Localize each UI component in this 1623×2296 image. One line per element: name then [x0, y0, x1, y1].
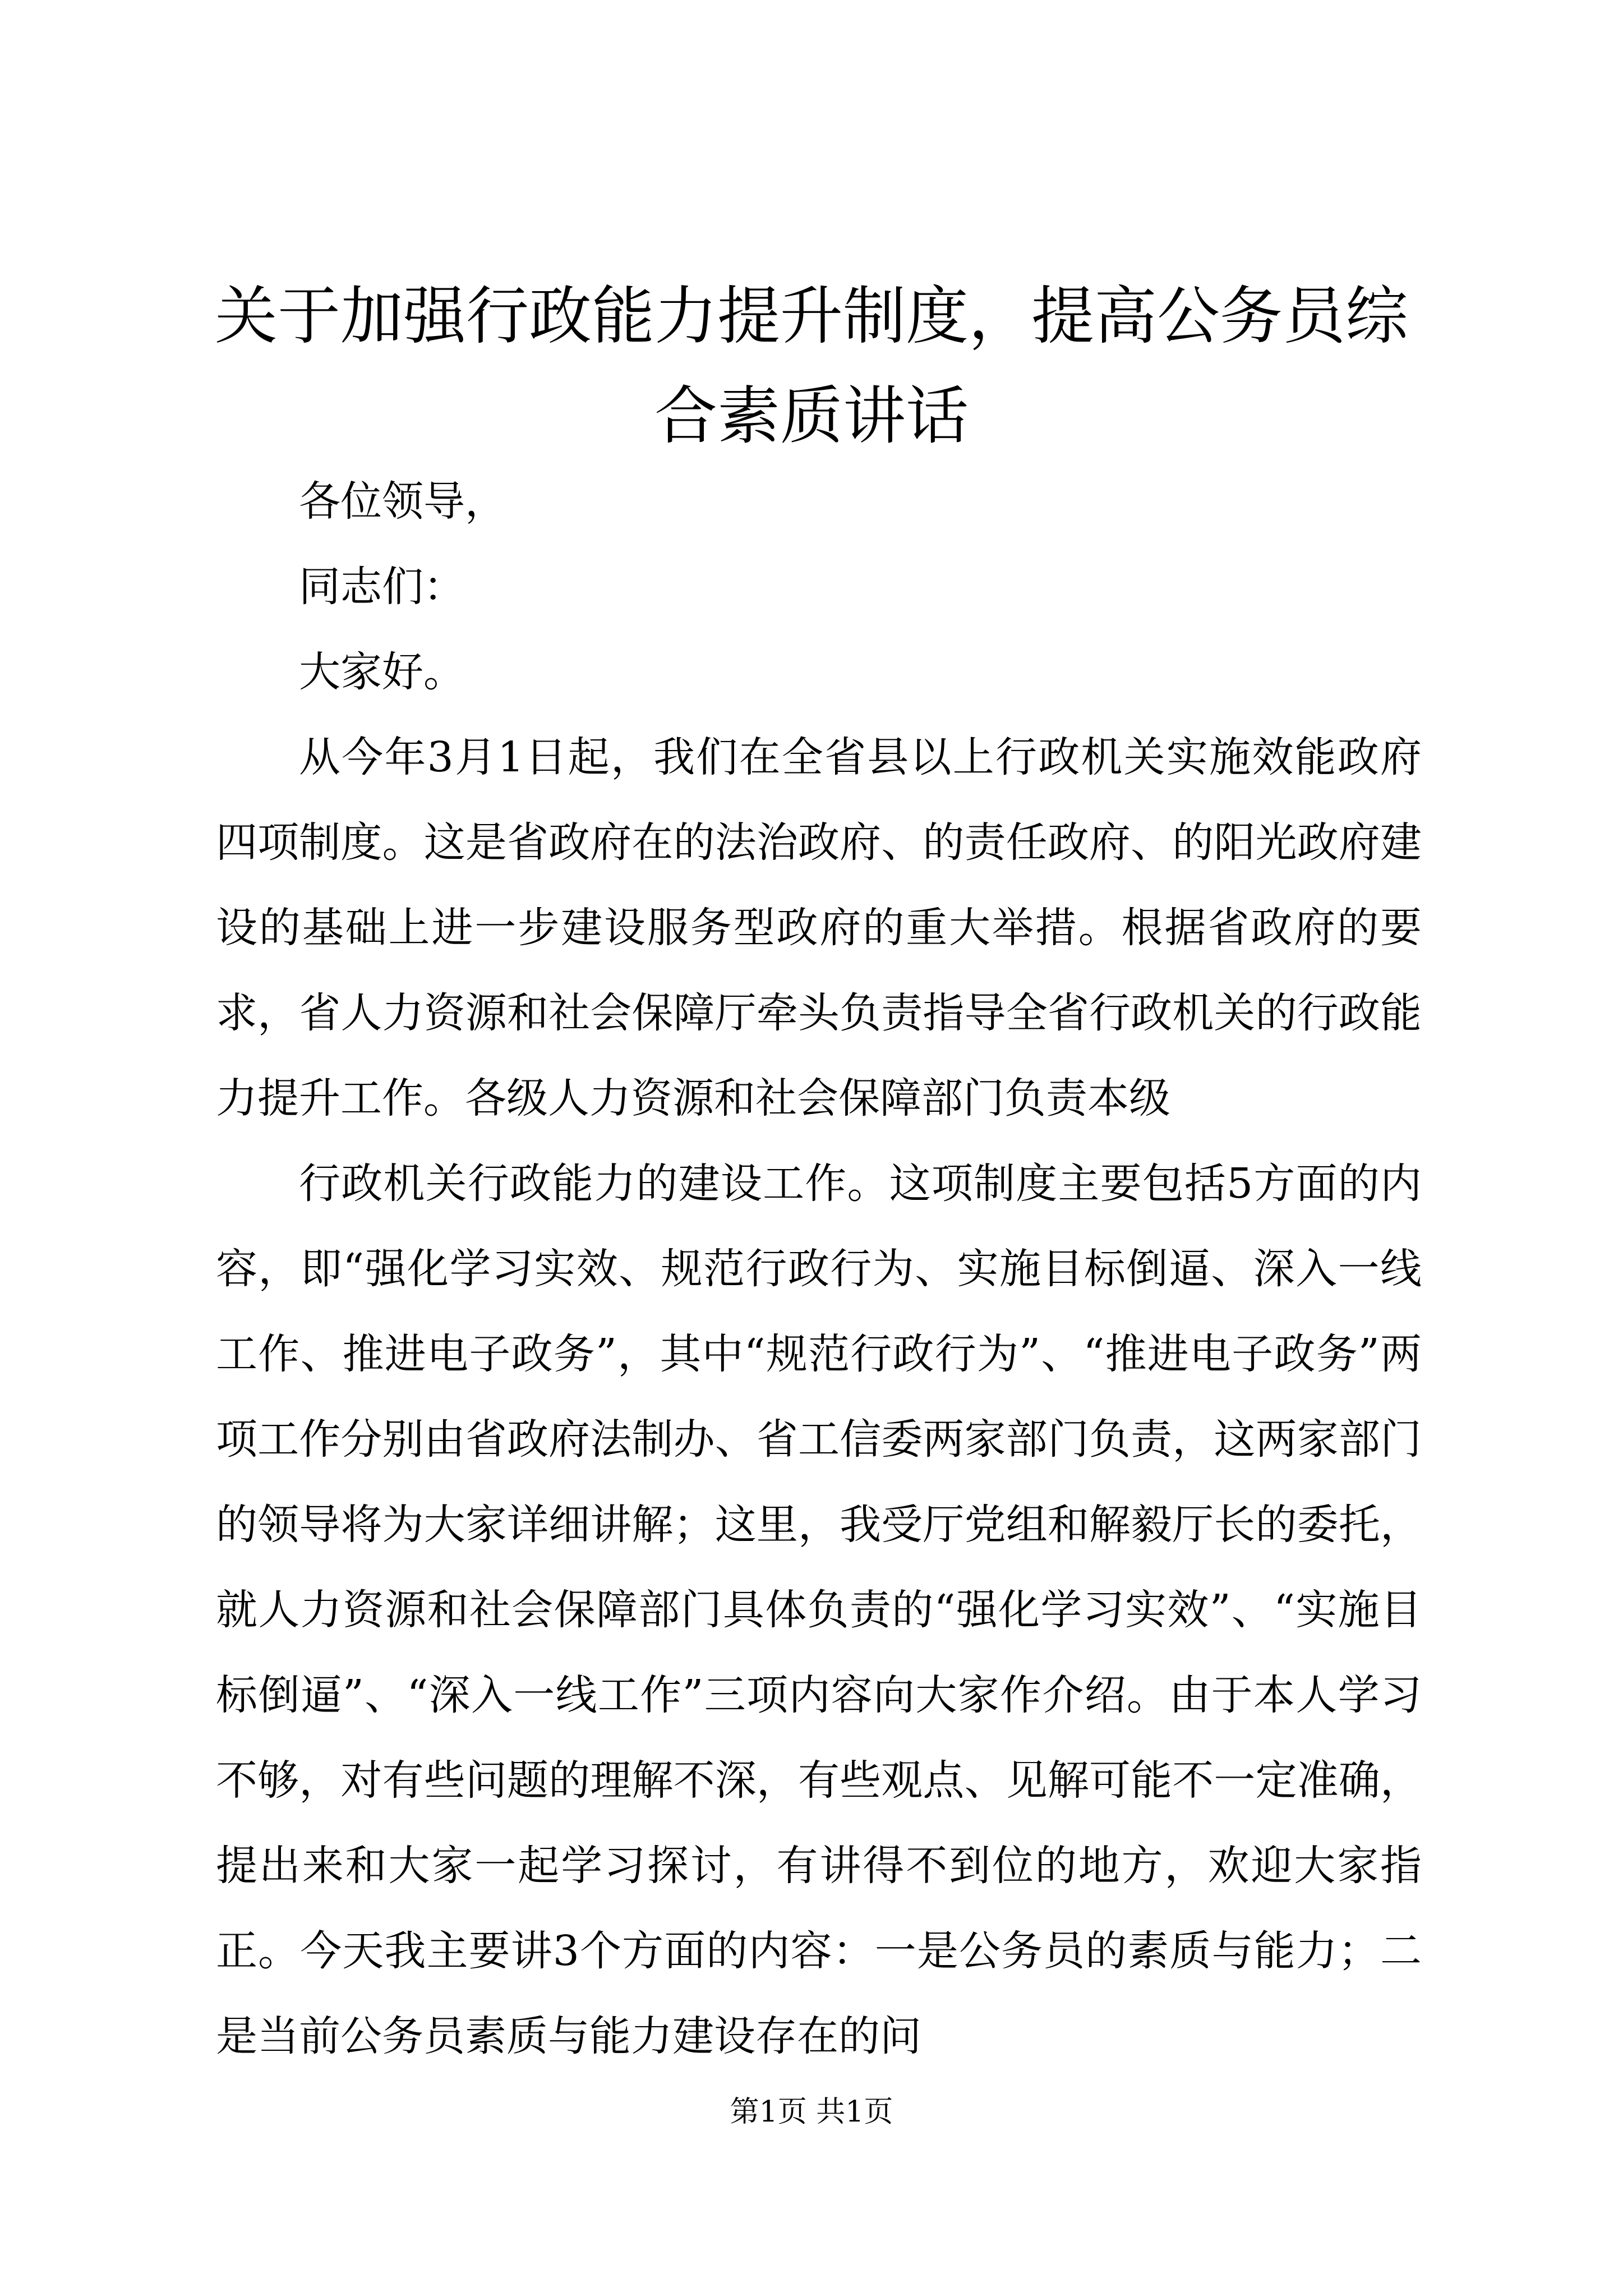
document-body [216, 459, 1422, 2079]
salutation-leaders: 各位领导， [299, 477, 506, 526]
body-paragraph: 从今年3月1日起，我们在全省县以上行政机关实施效能政府四项制度。这是省政府在的法治政府、的责任政府、的阳光政府建设的基础上进一步建设服务型政府的重大举措。根据省政府的要求，省人力资源和社会保障厅牵头负责指导全省行政机关的行政能力提升工作。各级人力资源和社会保障部门负责本级 [216, 733, 1422, 1122]
greeting: 大家好。 [299, 648, 465, 696]
body-paragraph: 行政机关行政能力的建设工作。这项制度主要包括5方面的内容，即“强化学习实效、规范行政行为、实施目标倒逼、深入一线工作、推进电子政务”，其中“规范行政行为”、“推进电子政务”两项工作分别由省政府法制办、省工信委两家部门负责，这两家部门的领导将为大家详细讲解；这里，我受厅党组和解毅厅长的委托，就人力资源和社会保障部门具体负责的“强化学习实效”、“实施目标倒逼”、“深入一线工作”三项内容向大家作介绍。由于本人学习不够，对有些问题的理解不深，有些观点、见解可能不一定准确，提出来和大家一起学习探讨，有讲得不到位的地方，欢迎大家指正。今天我主要讲3个方面的内容：一是公务员的素质与能力；二是当前公务员素质与能力建设存在的问 [216, 1159, 1422, 2060]
salutation-comrades: 同志们： [299, 563, 465, 611]
document-title: 关于加强行政能力提升制度，提高公务员综合素质讲话 [215, 280, 1408, 453]
page-footer: 第1页 共1页 [730, 2095, 893, 2129]
